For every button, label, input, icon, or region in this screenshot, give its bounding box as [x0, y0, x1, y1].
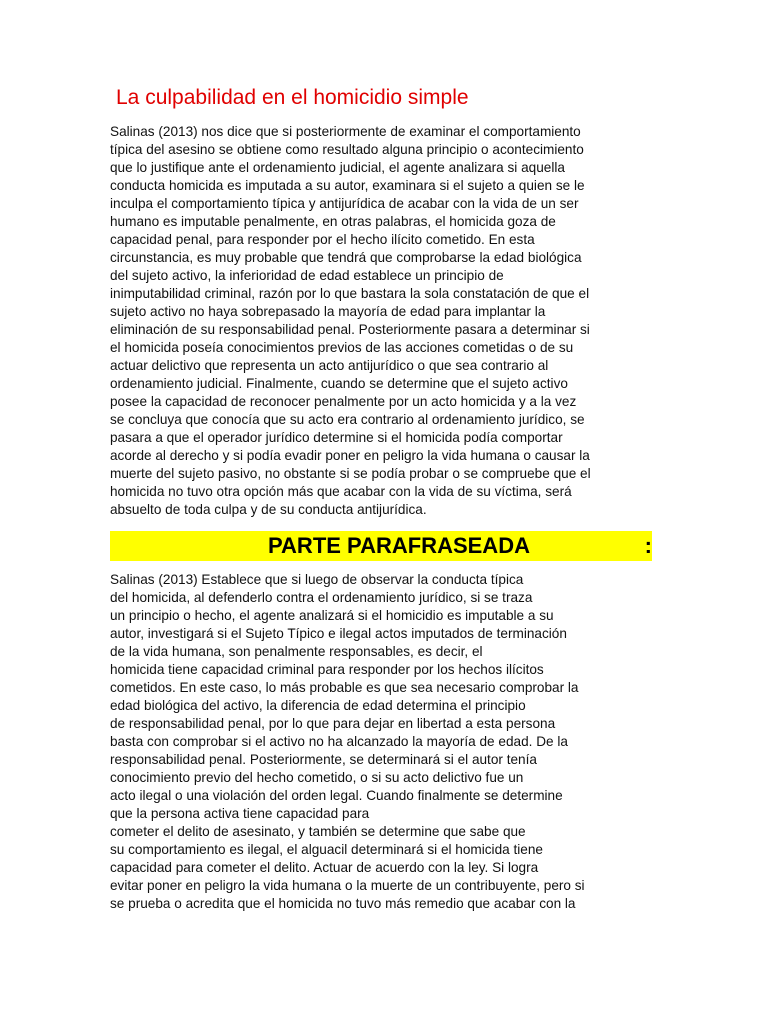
text-line: de responsabilidad penal, por lo que para dejar en libertad a esta persona — [110, 716, 556, 731]
text-line: acto ilegal o una violación del orden legal. Cuando finalmente se determine — [110, 788, 563, 803]
text-line: edad biológica del activo, la diferencia de edad determina el principio — [110, 698, 526, 713]
text-line: se prueba o acredita que el homicida no tuvo más remedio que acabar con la — [110, 896, 576, 911]
text-line: actuar delictivo que representa un acto antijurídico o que sea contrario al — [110, 358, 549, 373]
text-line: capacidad penal, para responder por el hecho ilícito cometido. En esta — [110, 232, 535, 247]
text-line: el homicida poseía conocimientos previos de las acciones cometidas o de su — [110, 340, 574, 355]
text-line: sujeto activo no haya sobrepasado la mayoría de edad para implantar la — [110, 304, 546, 319]
text-line: homicida no tuvo otra opción más que acabar con la vida de su víctima, será — [110, 484, 572, 499]
text-line: evitar poner en peligro la vida humana o la muerte de un contribuyente, pero si — [110, 878, 585, 893]
original-paragraph — [110, 123, 658, 519]
text-line: típica del asesino se obtiene como resultado alguna principio o acontecimiento — [110, 142, 584, 157]
section-heading-colon: : — [644, 533, 652, 558]
text-line: cometer el delito de asesinato, y también se determine que sabe que — [110, 824, 526, 839]
text-line: pasara a que el operador jurídico determine si el homicida podía comportar — [110, 430, 563, 445]
paraphrased-section-banner — [110, 531, 652, 561]
text-line: ordenamiento judicial. Finalmente, cuando se determine que el sujeto activo — [110, 376, 568, 391]
text-line: que la persona activa tiene capacidad para — [110, 806, 370, 821]
text-line: circunstancia, es muy probable que tendrá que comprobarse la edad biológica — [110, 250, 582, 265]
text-line: su comportamiento es ilegal, el alguacil determinará si el homicida tiene — [110, 842, 543, 857]
text-line: cometidos. En este caso, lo más probable es que sea necesario comprobar la — [110, 680, 579, 695]
paraphrased-paragraph — [110, 571, 658, 913]
text-line: inimputabilidad criminal, razón por lo que bastara la sola constatación de que el — [110, 286, 590, 301]
text-line: muerte del sujeto pasivo, no obstante si se podía probar o se compruebe que el — [110, 466, 591, 481]
text-line: un principio o hecho, el agente analizará si el homicidio es imputable a su — [110, 608, 554, 623]
text-line: homicida tiene capacidad criminal para responder por los hechos ilícitos — [110, 662, 544, 677]
section-heading: PARTE PARAFRASEADA — [268, 533, 530, 558]
text-line: capacidad para cometer el delito. Actuar de acuerdo con la ley. Si logra — [110, 860, 539, 875]
text-line: que lo justifique ante el ordenamiento judicial, el agente analizara si aquella — [110, 160, 565, 175]
document-title: La culpabilidad en el homicidio simple — [116, 86, 469, 109]
text-line: del sujeto activo, la inferioridad de edad establece un principio de — [110, 268, 504, 283]
text-line: inculpa el comportamiento típica y antijurídica de acabar con la vida de un ser — [110, 196, 579, 211]
text-line: de la vida humana, son penalmente responsables, es decir, el — [110, 644, 483, 659]
text-line: del homicida, al defenderlo contra el ordenamiento jurídico, si se traza — [110, 590, 533, 605]
text-line: eliminación de su responsabilidad penal. Posteriormente pasara a determinar si — [110, 322, 590, 337]
text-line: absuelto de toda culpa y de su conducta antijurídica. — [110, 502, 427, 517]
text-line: posee la capacidad de reconocer penalmente por un acto homicida y a la vez — [110, 394, 577, 409]
text-line: Salinas (2013) nos dice que si posteriormente de examinar el comportamiento — [110, 124, 581, 139]
text-line: Salinas (2013) Establece que si luego de observar la conducta típica — [110, 572, 524, 587]
text-line: conducta homicida es imputada a su autor, examinara si el sujeto a quien se le — [110, 178, 585, 193]
text-line: se concluya que conocía que su acto era contrario al ordenamiento jurídico, se — [110, 412, 585, 427]
text-line: autor, investigará si el Sujeto Típico e ilegal actos imputados de terminación — [110, 626, 567, 641]
text-line: acorde al derecho y si podía evadir poner en peligro la vida humana o causar la — [110, 448, 590, 463]
text-line: humano es imputable penalmente, en otras palabras, el homicida goza de — [110, 214, 556, 229]
text-line: responsabilidad penal. Posteriormente, se determinará si el autor tenía — [110, 752, 537, 767]
text-line: basta con comprobar si el activo no ha alcanzado la mayoría de edad. De la — [110, 734, 568, 749]
text-line: conocimiento previo del hecho cometido, o si su acto delictivo fue un — [110, 770, 524, 785]
